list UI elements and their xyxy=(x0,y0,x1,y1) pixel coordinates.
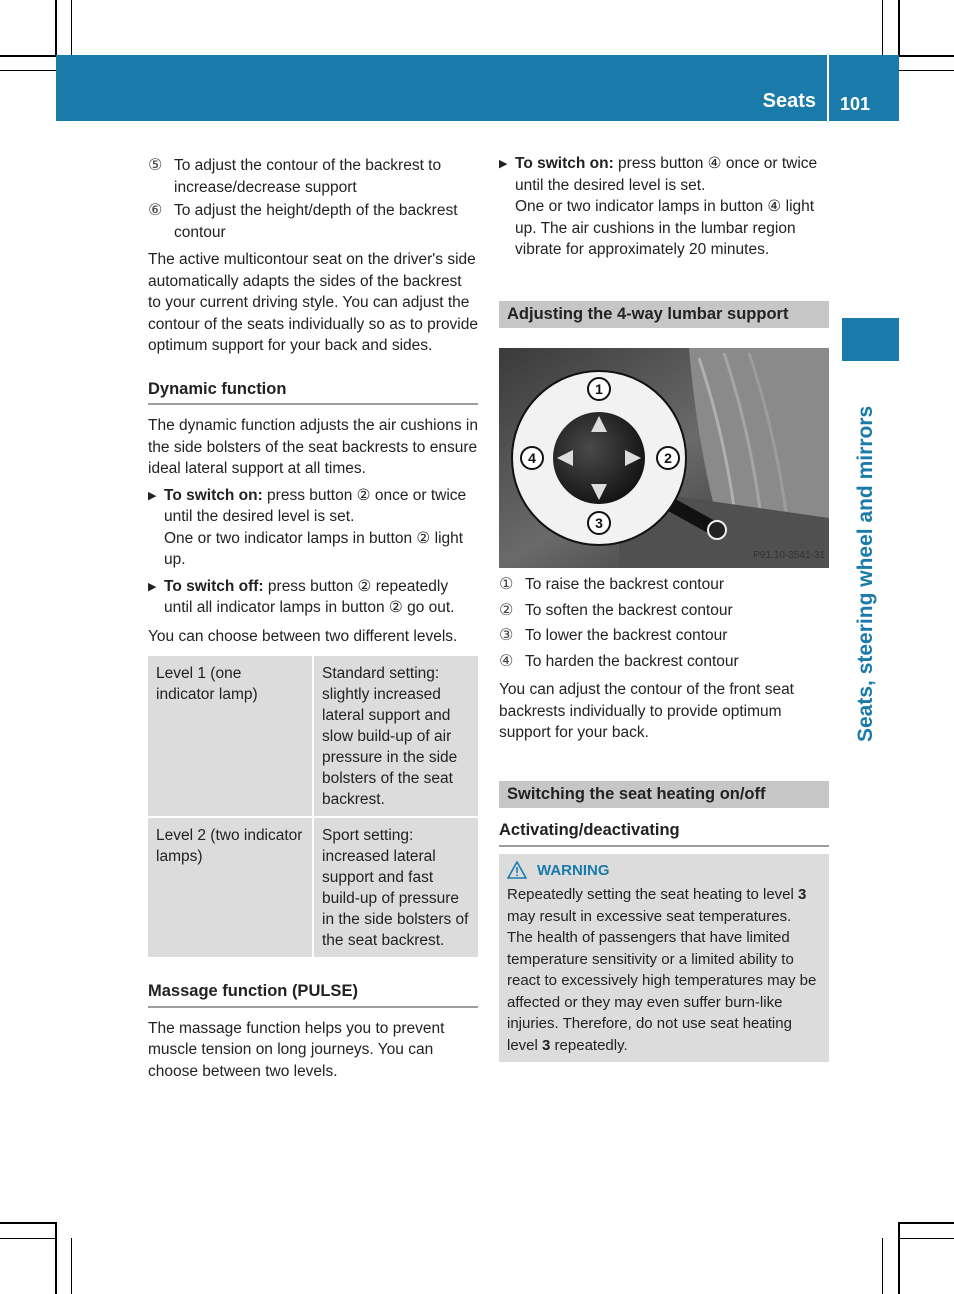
callout-number: ① xyxy=(499,576,514,593)
lumbar-paragraph: You can adjust the contour of the front seat backrests individually to provide optimum support for your back. xyxy=(499,681,794,741)
chapter-side-title: Seats, steering wheel and mirrors xyxy=(854,405,877,742)
warning-text-part: repeatedly. xyxy=(550,1036,628,1054)
crop-mark xyxy=(0,70,56,71)
crop-mark xyxy=(899,70,954,71)
section-title: Seats xyxy=(762,90,816,112)
list-item xyxy=(499,600,829,622)
switch-on-step xyxy=(499,153,829,261)
switch-off-step xyxy=(148,576,478,619)
lumbar-control-image xyxy=(499,348,829,568)
arrow-icon: ▶ xyxy=(148,580,157,593)
step-label: To switch on: xyxy=(164,486,263,504)
level-cell: Level 1 (one indicator lamp) xyxy=(156,665,258,703)
crop-mark xyxy=(898,0,900,55)
step-label: To switch off: xyxy=(164,577,264,595)
warning-title: WARNING xyxy=(537,861,610,879)
crop-mark xyxy=(899,1238,954,1239)
callout-number: ⑥ xyxy=(148,202,163,219)
list-item xyxy=(148,200,478,243)
crop-mark xyxy=(0,1238,56,1239)
dynamic-function-text: The dynamic function adjusts the air cushions in the side bolsters of the seat backrests to ensure ideal lateral support at all times. xyxy=(148,417,478,477)
right-column xyxy=(499,155,829,1062)
left-column xyxy=(148,155,478,1082)
table-row xyxy=(148,656,478,816)
list-item xyxy=(499,651,829,673)
seat-illustration xyxy=(499,348,829,568)
arrow-icon: ▶ xyxy=(148,489,157,502)
level-cell: Level 2 (two indicator lamps) xyxy=(148,816,312,957)
activating-heading: Activating/deactivating xyxy=(499,820,829,847)
header-divider xyxy=(827,55,829,121)
lumbar-support-heading: Adjusting the 4-way lumbar support xyxy=(499,301,829,329)
crop-mark xyxy=(71,1238,72,1294)
warning-triangle-icon xyxy=(507,861,527,879)
callout-number: ④ xyxy=(499,652,514,670)
callout-label-2: 2 xyxy=(664,450,672,466)
warning-header xyxy=(507,860,821,882)
seat-heating-heading: Switching the seat heating on/off xyxy=(499,781,829,809)
crop-mark xyxy=(899,1222,954,1224)
callout-number: ⑤ xyxy=(148,157,163,174)
arrow-icon: ▶ xyxy=(499,158,508,170)
list-item-text: To lower the backrest contour xyxy=(525,627,728,644)
list-item-text: To soften the backrest contour xyxy=(525,601,733,619)
list-item-text: To harden the backrest contour xyxy=(525,652,739,670)
list-item xyxy=(148,155,478,198)
crop-mark xyxy=(0,55,56,57)
warning-level-value: 3 xyxy=(798,886,807,903)
crop-mark xyxy=(898,1222,900,1294)
list-item xyxy=(499,625,829,647)
callout-label-1: 1 xyxy=(595,381,603,397)
switch-on-step xyxy=(148,485,478,571)
warning-level-value: 3 xyxy=(542,1036,551,1054)
step-result: One or two indicator lamps in button ② light up. xyxy=(164,529,464,568)
crop-mark xyxy=(55,1222,57,1294)
table-row xyxy=(148,816,478,957)
warning-text-part: Repeatedly setting the seat heating to level xyxy=(507,886,799,903)
step-text: press button ④ once or twice until the desired level is set. xyxy=(515,155,818,194)
page-number: 101 xyxy=(840,94,871,114)
step-text: press button ② once or twice until the desired level is set. xyxy=(164,486,467,525)
callout-label-4: 4 xyxy=(528,450,536,466)
warning-text xyxy=(507,884,821,1056)
list-item-text: To adjust the height/depth of the backrest contour xyxy=(174,202,458,241)
massage-function-heading: Massage function (PULSE) xyxy=(148,981,478,1008)
levels-table xyxy=(148,656,478,957)
crop-mark xyxy=(899,55,954,57)
setting-cell: Sport setting: increased lateral support and fast build-up of pressure in the side bolsters of the seat backrest. xyxy=(312,816,478,957)
intro-paragraph: The active multicontour seat on the driver's side automatically adapts the sides of the backrest to your current driving style. You can adjust the contour of the seats individually so as to provide optimum support for your back and sides. xyxy=(148,251,478,354)
step-label: To switch on: xyxy=(515,155,614,172)
massage-function-text: The massage function helps you to prevent muscle tension on long journeys. You can choose between two levels. xyxy=(148,1019,445,1080)
crop-mark xyxy=(71,0,72,55)
crop-mark xyxy=(0,1222,56,1224)
chapter-tab xyxy=(842,318,899,361)
setting-cell: Standard setting: slightly increased lateral support and slow build-up of air pressure in the side bolsters of the seat backrest. xyxy=(312,656,478,816)
step-text: press button ② repeatedly until all indicator lamps in button ② go out. xyxy=(164,577,455,616)
levels-intro: You can choose between two different levels. xyxy=(148,627,458,645)
callout-number: ③ xyxy=(499,627,514,644)
crop-mark xyxy=(882,1238,883,1294)
list-item xyxy=(499,574,829,596)
crop-mark xyxy=(55,0,57,55)
step-result: One or two indicator lamps in button ④ light up. The air cushions in the lumbar region vibrate for approximately 20 minutes. xyxy=(515,198,815,258)
list-item-text: To raise the backrest contour xyxy=(525,576,725,593)
crop-mark xyxy=(882,0,883,55)
image-reference: P91.10-3541-31 xyxy=(753,549,825,561)
callout-label-3: 3 xyxy=(595,515,603,531)
warning-text-part: may result in excessive seat temperatures. The health of passengers that have limited temperature sensitivity or a limited ability to react to excessively high temperatures may be affected or they may even suffer burn-like injuries. Therefore, do not use seat heating level xyxy=(507,907,817,1054)
dynamic-function-heading: Dynamic function xyxy=(148,379,478,406)
list-item-text: To adjust the contour of the backrest to increase/decrease support xyxy=(174,157,442,196)
warning-box xyxy=(499,854,829,1063)
callout-number: ② xyxy=(499,601,514,619)
